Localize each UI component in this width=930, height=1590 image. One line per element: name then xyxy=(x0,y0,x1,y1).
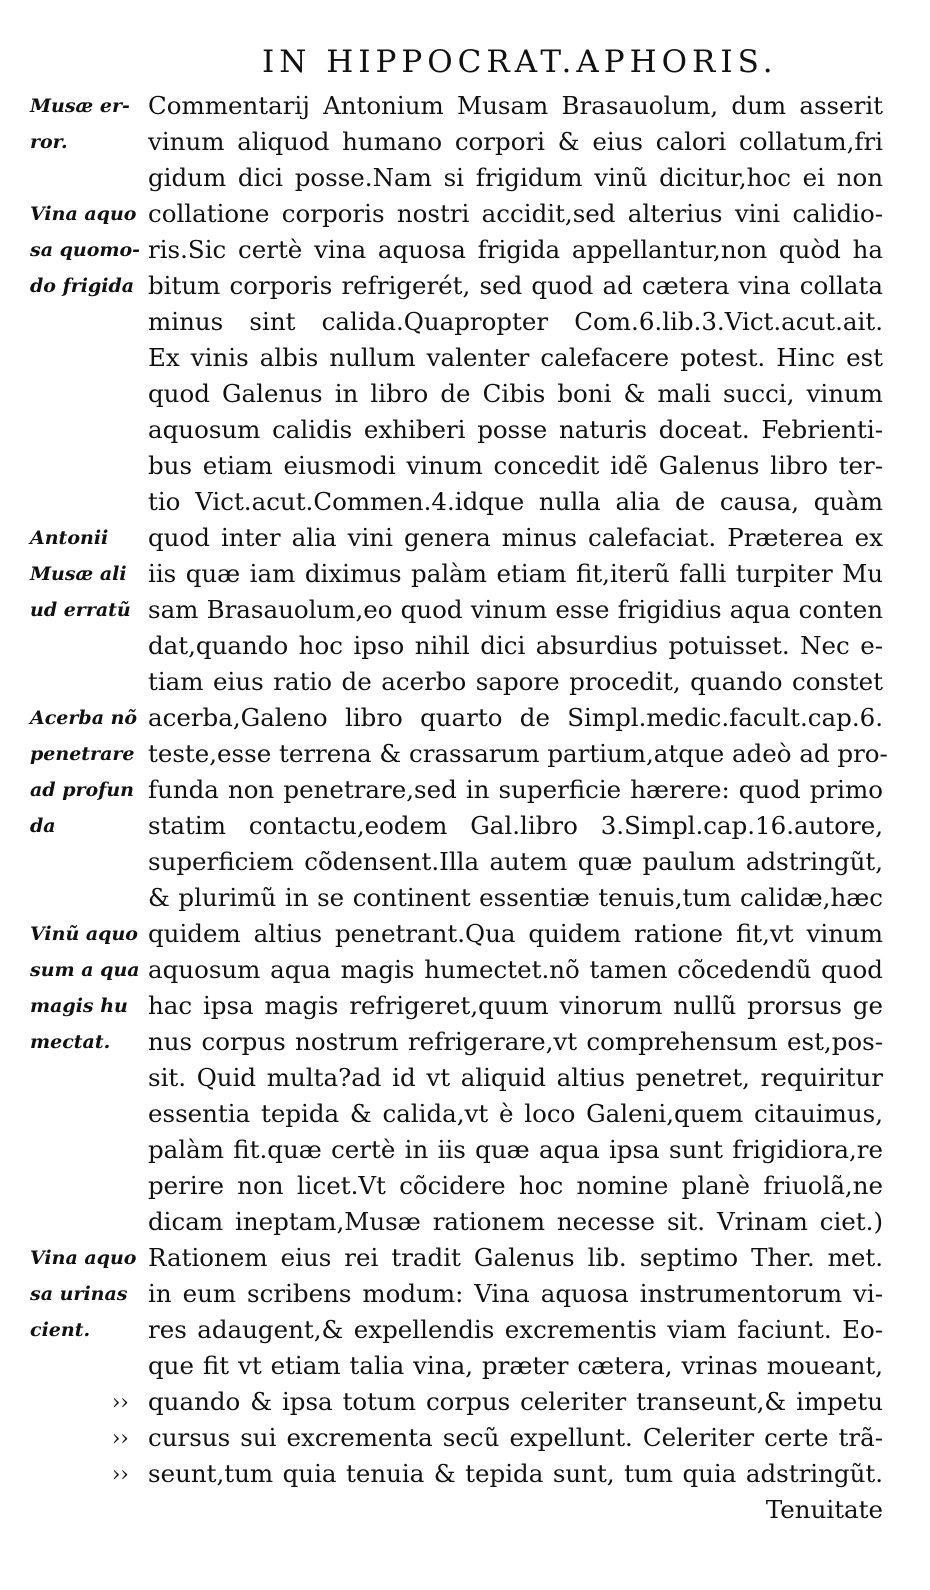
text-line: bus etiam eiusmodi vinum concedit idẽ Galenus libro ter- xyxy=(148,451,883,480)
margin-note-line: Vinũ aquo xyxy=(30,923,138,945)
text-line: iis quæ iam diximus palàm etiam fit,iterũ falli turpiter Mu xyxy=(148,559,883,588)
margin-note-line: do frigida xyxy=(30,275,135,297)
text-line: collatione corporis nostri accidit,sed alterius vini calidio- xyxy=(148,199,883,228)
text-line: minus sint calida.Quapropter Com.6.lib.3.Vict.acut.ait. xyxy=(148,307,883,336)
text-line: quidem altius penetrant.Qua quidem ratione fit,vt vinum xyxy=(148,919,883,948)
margin-note-line: Vina aquo xyxy=(30,1247,137,1269)
margin-note-line: sa quomo- xyxy=(30,239,141,261)
text-line: gidum dici posse.Nam si frigidum vinũ dicitur,hoc ei non xyxy=(148,163,883,192)
text-line: dat,quando hoc ipso nihil dici absurdius potuisset. Nec e- xyxy=(148,631,883,660)
text-line: sit. Quid multa?ad id vt aliquid altius penetret, requiritur xyxy=(148,1063,883,1092)
text-line: seunt,tum quia tenuia & tepida sunt, tum quia adstringũt. xyxy=(148,1459,883,1488)
margin-note-line: sum a qua xyxy=(30,959,140,981)
quote-mark: ›› xyxy=(112,1462,129,1486)
text-line: aquosum aqua magis humectet.nõ tamen cõcedendũ quod xyxy=(148,955,883,984)
text-line: tio Vict.acut.Commen.4.idque nulla alia de causa, quàm xyxy=(148,487,883,516)
text-line: Ex vinis albis nullum valenter calefacere potest. Hinc est xyxy=(148,343,883,372)
text-line: res adaugent,& expellendis excrementis viam faciunt. Eo- xyxy=(148,1315,883,1344)
margin-note-line: Vina aquo xyxy=(30,203,137,225)
text-line: aquosum calidis exhiberi posse naturis doceat. Febrienti- xyxy=(148,415,883,444)
quote-mark: ›› xyxy=(112,1390,129,1414)
text-line: palàm fit.quæ certè in iis quæ aqua ipsa sunt frigidiora,re xyxy=(148,1135,883,1164)
text-line: & plurimũ in se continent essentiæ tenuis,tum calidæ,hæc xyxy=(148,883,883,912)
text-line: essentia tepida & calida,vt è loco Galeni,quem citauimus, xyxy=(148,1099,883,1128)
text-line: perire non licet.Vt cõcidere hoc nomine planè friuolã,ne xyxy=(148,1171,883,1200)
text-line: sam Brasauolum,eo quod vinum esse frigidius aqua conten xyxy=(148,595,883,624)
text-line: quando & ipsa totum corpus celeriter transeunt,& impetu xyxy=(148,1387,883,1416)
margin-note-line: ad profun xyxy=(30,779,134,801)
text-line: dicam ineptam,Musæ rationem necesse sit. Vrinam ciet.) xyxy=(148,1207,883,1236)
text-line: nus corpus nostrum refrigerare,vt comprehensum est,pos- xyxy=(148,1027,883,1056)
margin-note-line: magis hu xyxy=(30,995,128,1017)
running-header: IN HIPPOCRAT.APHORIS. xyxy=(262,44,778,80)
margin-note-line: Antonii xyxy=(30,527,109,549)
catchword: Tenuitate xyxy=(765,1495,883,1524)
margin-note-line: da xyxy=(30,815,56,837)
margin-note-line: mectat. xyxy=(30,1031,111,1053)
text-line: superficiem cõdensent.Illa autem quæ paulum adstringũt, xyxy=(148,847,883,876)
text-line: ris.Sic certè vina aquosa frigida appellantur,non quòd ha xyxy=(148,235,883,264)
margin-note-line: Musæ ali xyxy=(30,563,127,585)
margin-note-line: ror. xyxy=(30,131,68,153)
quote-mark: ›› xyxy=(112,1426,129,1450)
text-line: acerba,Galeno libro quarto de Simpl.medic.facult.cap.6. xyxy=(148,703,883,732)
text-line: vinum aliquod humano corpori & eius calori collatum,fri xyxy=(148,127,883,156)
margin-note-line: cient. xyxy=(30,1319,91,1341)
text-line: quod inter alia vini genera minus calefaciat. Præterea ex xyxy=(148,523,883,552)
text-line: teste,esse terrena & crassarum partium,atque adeò ad pro- xyxy=(148,739,888,768)
text-line: Commentarij Antonium Musam Brasauolum, dum asserit xyxy=(148,91,883,120)
margin-note-line: sa urinas xyxy=(30,1283,128,1305)
text-line: tiam eius ratio de acerbo sapore procedit, quando constet xyxy=(148,667,883,696)
text-line: hac ipsa magis refrigeret,quum vinorum nullũ prorsus ge xyxy=(148,991,883,1020)
margin-note-line: Musæ er- xyxy=(30,95,130,117)
text-line: statim contactu,eodem Gal.libro 3.Simpl.cap.16.autore, xyxy=(148,811,883,840)
margin-note-line: penetrare xyxy=(30,743,135,765)
margin-note-line: ud erratũ xyxy=(30,599,131,621)
text-line: Rationem eius rei tradit Galenus lib. septimo Ther. met. xyxy=(148,1243,883,1272)
text-line: bitum corporis refrigerét, sed quod ad cætera vina collata xyxy=(148,271,883,300)
text-line: in eum scribens modum: Vina aquosa instrumentorum vi- xyxy=(148,1279,883,1308)
text-line: quod Galenus in libro de Cibis boni & mali succi, vinum xyxy=(148,379,883,408)
text-line: funda non penetrare,sed in superficie hærere: quod primo xyxy=(148,775,883,804)
margin-note-line: Acerba nõ xyxy=(30,707,138,729)
text-line: que fit vt etiam talia vina, præter cætera, vrinas moueant, xyxy=(148,1351,883,1380)
text-line: cursus sui excrementa secũ expellunt. Celeriter certe trã- xyxy=(148,1423,883,1452)
